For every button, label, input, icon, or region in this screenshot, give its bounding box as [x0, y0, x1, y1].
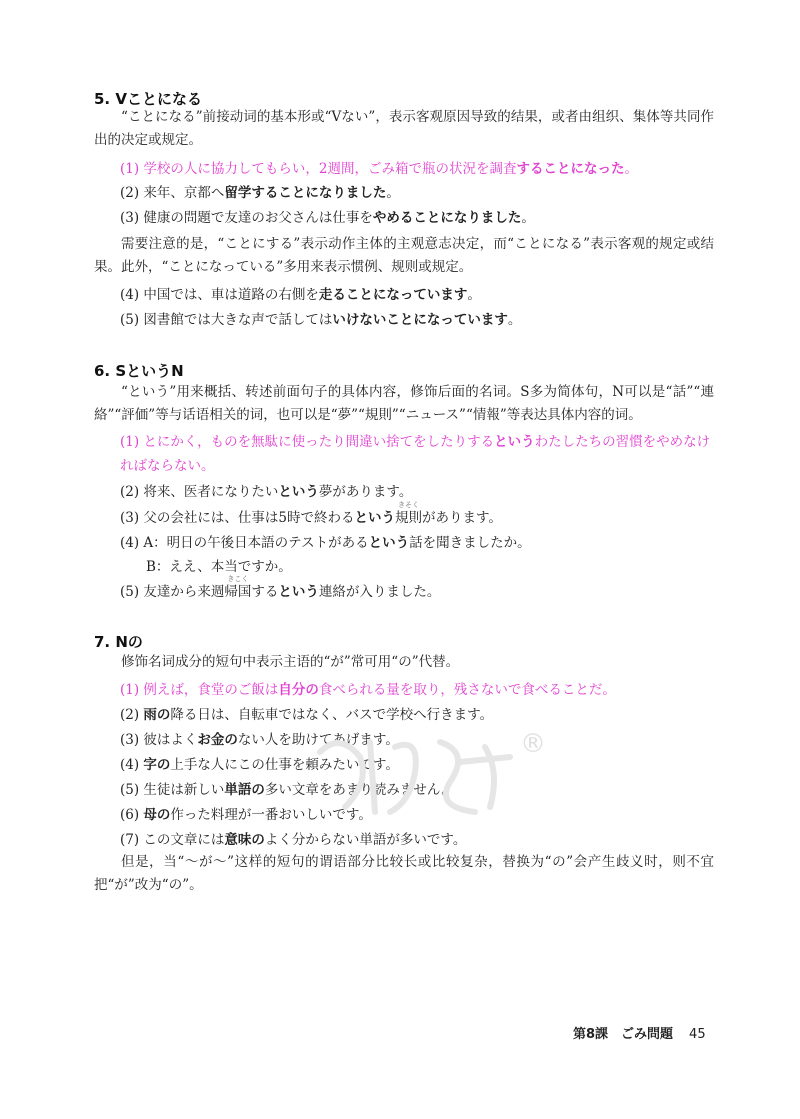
example-text: 作った料理が一番おいしいです。	[170, 807, 372, 823]
example-text: 。	[386, 185, 400, 201]
example-bold: 単語の	[224, 782, 265, 798]
example-text: があります。	[422, 510, 502, 526]
example-text: (4) A：明日の午後日本語のテストがある	[120, 535, 369, 551]
section-5-example-3	[120, 208, 535, 228]
example-text: (2) 将来、医者になりたい	[120, 484, 279, 500]
section-7-example-1	[120, 680, 616, 700]
section-5-example-1	[120, 159, 638, 179]
example-text: (4)	[120, 757, 144, 773]
section-6-example-4a	[120, 533, 531, 553]
ruby-base: 帰国	[224, 584, 252, 600]
section-5-example-2	[120, 183, 400, 203]
example-text: 。	[521, 210, 535, 226]
section-7-example-7	[120, 830, 466, 850]
registered-mark: ®	[520, 729, 546, 759]
example-bold: という	[368, 535, 410, 551]
example-bold: することになった	[516, 161, 625, 177]
example-text: (5) 友達から来週	[120, 584, 225, 600]
ruby-reading: きこく	[227, 575, 249, 583]
example-bold: という	[278, 484, 319, 500]
example-text: (5) 生徒は新しい	[120, 782, 225, 798]
example-bold: いけないことになっています	[332, 312, 508, 328]
example-bold: やめることになりました	[372, 210, 522, 226]
example-text: ない人を助けてあげます。	[237, 732, 399, 748]
example-bold: 走ることになっています	[318, 287, 468, 303]
example-text: 連絡が入りました。	[318, 584, 441, 600]
example-bold: という	[494, 434, 535, 450]
example-text: (4) 中国では、車は道路の右側を	[120, 287, 319, 303]
example-bold: 雨の	[143, 707, 171, 723]
section-5-intro: “ことになる”前接动词的基本形或“Vない”，表示客观原因导致的结果，或者由组织、集体等共同作出的决定或规定。	[94, 109, 714, 148]
section-7-title: 7. Nの	[94, 633, 143, 651]
section-6-example-3	[120, 501, 502, 528]
watermark-logo	[300, 712, 560, 832]
example-bold: することになりました	[251, 185, 387, 201]
example-text: 。	[507, 312, 522, 328]
example-text: 多い文章をあまり読みません。	[264, 782, 455, 798]
example-text: よく分からない単語が多いです。	[264, 832, 467, 848]
example-text: 食べられる量を取り，残さないで食べることだ。	[318, 682, 616, 698]
page-number: 45	[689, 1027, 706, 1042]
example-text: 。	[624, 161, 639, 177]
example-text: (2)	[120, 707, 144, 723]
section-7-intro: 修饰名词成分的短句中表示主语的“が”常可用“の”代替。	[121, 654, 460, 670]
section-6-example-4b: B：ええ、本当ですか。	[146, 559, 292, 575]
example-bold: 留学	[224, 185, 252, 201]
example-text: (3) 彼はよく	[120, 732, 198, 748]
example-text: (2) 来年、京都へ	[120, 185, 225, 201]
example-bold: という	[354, 510, 396, 526]
example-text: 夢があります。	[318, 484, 413, 500]
example-text: わたしたちの習慣をやめなければならない。	[120, 434, 711, 474]
section-5-note: 需要注意的是，“ことにする”表示动作主体的主观意志决定，而“ことになる”表示客观的规定或结果。此外，“ことになっている”多用来表示惯例、规则或规定。	[94, 236, 714, 275]
example-bold: 意味の	[224, 832, 265, 848]
example-bold: 字の	[143, 757, 171, 773]
ruby-base: 規則	[395, 510, 423, 526]
example-bold: 母の	[143, 807, 171, 823]
section-6-title: 6. SというN	[94, 362, 184, 380]
example-bold: という	[278, 584, 319, 600]
example-text: (6)	[120, 807, 144, 823]
example-text: 降る日は、自転車ではなく、バスで学校へ行きます。	[170, 707, 494, 723]
section-5-title: 5. Vことになる	[94, 90, 202, 108]
example-bold: お金の	[197, 732, 238, 748]
example-text: (3) 父の会社には、仕事は5時で終わる	[120, 510, 355, 526]
example-text: (7) この文章には	[120, 832, 225, 848]
lesson-title: 第8課 ごみ問題	[573, 1027, 674, 1042]
ruby-word	[224, 575, 252, 600]
example-text: 話を聞きましたか。	[409, 535, 531, 551]
section-5-example-5	[120, 310, 521, 330]
section-5-example-4	[120, 285, 481, 305]
page-footer	[573, 1023, 706, 1042]
example-text: (1) とにかく，ものを無駄に使ったり間違い捨てをしたりする	[120, 434, 495, 450]
ruby-word	[395, 501, 423, 526]
example-text: (1) 例えば，食堂のご飯は	[120, 682, 279, 698]
example-text: (1) 学校の人に協力してもらい，2週間，ごみ箱で瓶の状況を調査	[120, 161, 517, 177]
section-7-note: 但是，当“～が～”这样的短句的谓语部分比较长或比较复杂，替换为“の”会产生歧义时，则不宜把“が”改为“の”。	[94, 854, 714, 893]
section-6-example-1	[120, 430, 712, 478]
section-6-intro: “という”用来概括、转述前面句子的具体内容，修饰后面的名词。S多为简体句，N可以是“話”“連絡”“評価”等与话语相关的词，也可以是“夢”“規則”“ニュース”“情報”等表达具体内容的词。	[94, 384, 714, 423]
section-6-example-2	[120, 482, 412, 502]
example-text: 。	[467, 287, 481, 303]
example-text: (3) 健康の問題で友達のお父さんは仕事を	[120, 210, 373, 226]
ruby-reading: きそく	[398, 501, 420, 509]
section-6-example-5	[120, 575, 441, 602]
example-bold: 自分の	[278, 682, 319, 698]
example-text: する	[251, 584, 279, 600]
example-text: 上手な人にこの仕事を頼みたいです。	[170, 757, 399, 773]
example-text: (5) 図書館では大きな声で話しては	[120, 312, 333, 328]
